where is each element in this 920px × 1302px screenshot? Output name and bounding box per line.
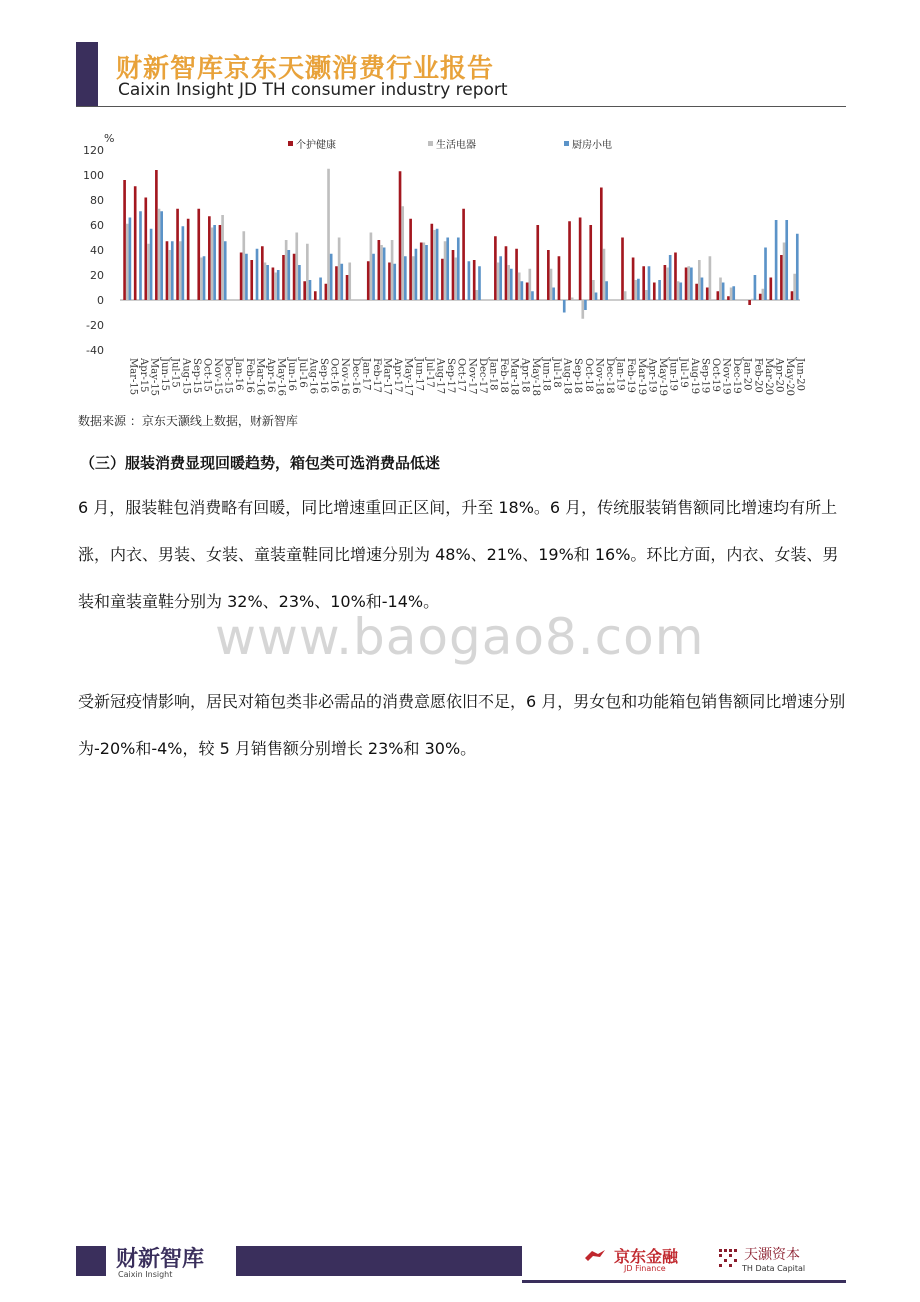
x-tick-label: Sep-15 (190, 358, 202, 394)
bar (762, 289, 765, 300)
x-tick-label: Feb-20 (752, 358, 764, 393)
bar (144, 198, 147, 301)
legend-label: 生活电器 (436, 140, 476, 151)
bar (221, 215, 224, 300)
bar (242, 231, 245, 300)
x-tick-label: Aug-15 (180, 358, 192, 395)
bar (327, 169, 330, 300)
bar (338, 238, 341, 301)
x-tick-label: Jul-16 (296, 358, 308, 388)
bar (473, 260, 476, 300)
x-tick-label: Jun-15 (159, 358, 171, 391)
bar (759, 294, 762, 300)
x-tick-label: Dec-19 (731, 358, 743, 394)
x-tick-label: Nov-15 (212, 358, 224, 395)
bar (695, 284, 698, 300)
x-tick-label: Jan-19 (614, 358, 626, 391)
x-tick-label: Sep-17 (445, 358, 457, 394)
bar (457, 238, 460, 301)
bar (624, 291, 627, 300)
bar (404, 256, 407, 300)
watermark: www.baogao8.com (215, 608, 705, 666)
bar (780, 255, 783, 300)
bar (507, 265, 510, 300)
bar (658, 280, 661, 300)
bar (666, 268, 669, 301)
x-tick-label: Jun-18 (540, 358, 552, 391)
bar (325, 284, 328, 300)
x-tick-label: Aug-19 (688, 358, 700, 395)
footer-band (236, 1246, 522, 1276)
y-tick-label: 100 (83, 169, 104, 182)
bar (521, 281, 524, 300)
bar (261, 246, 264, 300)
bar (219, 225, 222, 300)
x-tick-label: Oct-19 (709, 358, 721, 392)
bar (401, 206, 404, 300)
jd-finance-sub: JD Finance (624, 1264, 666, 1273)
x-tick-label: Jul-18 (551, 358, 563, 388)
bar (197, 209, 200, 300)
bar (256, 249, 259, 300)
bar (335, 266, 338, 300)
x-tick-label: Jul-15 (169, 358, 181, 388)
bar (182, 226, 185, 300)
x-tick-label: Aug-16 (307, 358, 319, 395)
bar (732, 286, 735, 300)
bar (717, 291, 720, 300)
bar (589, 225, 592, 300)
bar (274, 273, 277, 301)
bar (134, 186, 137, 300)
bar (634, 280, 637, 300)
x-tick-label: Apr-19 (646, 358, 658, 393)
bar (526, 283, 529, 301)
bar (621, 238, 624, 301)
bar (592, 280, 595, 300)
x-tick-label: May-18 (529, 358, 541, 396)
bar (552, 288, 555, 301)
bar (515, 249, 518, 300)
bar (391, 240, 394, 300)
bar (123, 180, 126, 300)
footer-brand: 财新智库 (116, 1247, 205, 1272)
bar (282, 255, 285, 300)
footer-accent (76, 1246, 106, 1276)
paragraph-2: 受新冠疫情影响，居民对箱包类非必需品的消费意愿依旧不足，6 月，男女包和功能箱包销售额同比增速分别为-20%和-4%，较 5 月销售额分别增长 23%和 30%。 (78, 692, 846, 758)
bar (531, 291, 534, 300)
bar (444, 241, 447, 300)
x-tick-label: Aug-18 (561, 358, 573, 395)
report-subtitle: Caixin Insight JD TH consumer industry report (118, 80, 508, 100)
bar (295, 233, 298, 301)
x-tick-label: Nov-18 (593, 358, 605, 395)
legend-swatch (288, 141, 293, 146)
bar (664, 265, 667, 300)
report-title: 财新智库京东天灏消费行业报告 (116, 54, 495, 84)
bar (166, 241, 169, 300)
bar (510, 269, 513, 300)
bar (528, 269, 531, 300)
bar (171, 241, 174, 300)
x-tick-label: Nov-19 (720, 358, 732, 395)
bar (595, 293, 598, 301)
bar (637, 279, 640, 300)
bar (478, 266, 481, 300)
bar (727, 296, 730, 300)
bar (224, 241, 227, 300)
bar (518, 273, 521, 301)
bar (436, 229, 439, 300)
page-header (76, 42, 846, 106)
bar (669, 255, 672, 300)
bar (388, 263, 391, 301)
bar (330, 254, 333, 300)
x-tick-label: May-17 (402, 358, 414, 396)
y-tick-label: 60 (90, 219, 104, 232)
bar (645, 290, 648, 300)
x-tick-label: Mar-19 (635, 358, 647, 396)
x-tick-label: May-19 (656, 358, 668, 396)
y-unit-label: % (104, 132, 115, 145)
bar (200, 258, 203, 301)
x-tick-label: Feb-18 (498, 358, 510, 393)
paragraph-1: 6 月，服装鞋包消费略有回暖，同比增速重回正区间，升至 18%。6 月，传统服装销售额同比增速均有所上涨，内衣、男装、女装、童装童鞋同比增速分别为 48%、21%、19%和 16%。环比方面，内衣、女装、男装和童装童鞋分别为 32%、23%、10%和-14%。 (78, 498, 839, 611)
bar (536, 225, 539, 300)
bar (340, 264, 343, 300)
bar (179, 241, 182, 300)
bar (412, 256, 415, 300)
bar (399, 171, 402, 300)
jd-finance-logo: 京东金融 (614, 1247, 679, 1266)
bar (430, 224, 433, 300)
x-tick-label: Mar-15 (127, 358, 139, 396)
bar (505, 246, 508, 300)
bar (277, 270, 280, 300)
bar (441, 259, 444, 300)
x-tick-label: Jan-18 (487, 358, 499, 391)
bar (303, 281, 306, 300)
bar (581, 300, 584, 319)
x-tick-label: Feb-16 (243, 358, 255, 393)
bar (558, 256, 561, 300)
bar (158, 209, 161, 300)
bar (420, 243, 423, 301)
x-tick-label: Apr-16 (265, 358, 277, 393)
bar (287, 250, 290, 300)
x-tick-label: May-15 (148, 358, 160, 396)
x-tick-label: Jan-16 (233, 358, 245, 391)
bar (187, 219, 190, 300)
bar (306, 244, 309, 300)
bar (446, 238, 449, 301)
x-tick-label: Sep-16 (317, 358, 329, 394)
y-tick-label: 0 (97, 294, 104, 307)
bar (775, 220, 778, 300)
x-tick-label: Feb-19 (625, 358, 637, 393)
x-tick-label: Jul-17 (423, 358, 435, 388)
bar (648, 266, 651, 300)
bar (793, 274, 796, 300)
bar (293, 254, 296, 300)
x-tick-label: May-20 (784, 358, 796, 396)
bar (722, 283, 725, 301)
x-tick-label: Dec-16 (349, 358, 361, 394)
bar (150, 229, 153, 300)
x-tick-label: Nov-17 (466, 358, 478, 395)
bar (378, 240, 381, 300)
bar (319, 278, 322, 301)
x-tick-label: Jul-19 (678, 358, 690, 388)
bar (600, 188, 603, 301)
x-tick-label: Feb-17 (370, 358, 382, 393)
bar (393, 264, 396, 300)
bar (409, 219, 412, 300)
header-accent-bar (76, 42, 98, 106)
bar (454, 258, 457, 301)
bar (168, 250, 171, 300)
bar (367, 261, 370, 300)
bar (730, 288, 733, 301)
bar (211, 228, 214, 301)
x-tick-label: Jan-17 (360, 358, 372, 391)
footer-brand-sub: Caixin Insight (118, 1270, 173, 1279)
jd-dog-icon (584, 1248, 606, 1262)
bar (677, 281, 680, 300)
bar (785, 220, 788, 300)
bar (348, 263, 351, 301)
header-rule (76, 106, 846, 107)
x-tick-label: May-16 (275, 358, 287, 396)
bar (653, 283, 656, 301)
bar (415, 249, 418, 300)
bar (687, 266, 690, 300)
bar (709, 256, 712, 300)
bar (129, 218, 132, 301)
bar (309, 280, 312, 300)
page-footer (76, 1242, 846, 1280)
bar (126, 224, 129, 300)
bar (605, 281, 608, 300)
bar (380, 245, 383, 300)
bar (698, 260, 701, 300)
bar (571, 298, 574, 301)
x-tick-label: Aug-17 (434, 358, 446, 395)
bar (764, 248, 767, 301)
bar (462, 209, 465, 300)
x-tick-label: Oct-17 (455, 358, 467, 392)
bar-chart (76, 128, 806, 408)
bar (245, 254, 248, 300)
bar (751, 299, 754, 300)
bar (240, 253, 243, 301)
y-tick-label: 40 (90, 244, 104, 257)
bar (674, 253, 677, 301)
bar (176, 209, 179, 300)
x-tick-label: Jun-19 (667, 358, 679, 391)
bar (679, 283, 682, 301)
bar (147, 244, 150, 300)
bar (452, 250, 455, 300)
bar (706, 288, 709, 301)
y-tick-label: 80 (90, 194, 104, 207)
x-tick-label: Jun-20 (794, 358, 806, 391)
bar (203, 256, 206, 300)
y-tick-label: 20 (90, 269, 104, 282)
y-tick-label: 120 (83, 144, 104, 157)
bar (314, 291, 317, 300)
bar (690, 268, 693, 301)
bar (285, 240, 288, 300)
x-tick-label: Dec-15 (222, 358, 234, 394)
bar (701, 278, 704, 301)
bar (139, 211, 142, 300)
legend-label: 厨房小电 (572, 140, 612, 151)
th-grid-icon (718, 1248, 738, 1268)
bar (783, 243, 786, 301)
x-tick-label: Jan-20 (741, 358, 753, 391)
bar (791, 291, 794, 300)
source-note: 数据来源 ：京东天灏线上数据，财新智库 (78, 414, 298, 428)
x-tick-label: Sep-18 (572, 358, 584, 394)
footer-logos (522, 1242, 846, 1283)
legend-label: 个护健康 (296, 140, 336, 151)
x-tick-label: Mar-17 (381, 358, 393, 396)
bar (383, 248, 386, 301)
bar (346, 275, 349, 300)
x-tick-label: Apr-20 (773, 358, 785, 393)
bar (563, 300, 566, 313)
x-tick-label: Apr-15 (137, 358, 149, 393)
bar (208, 216, 211, 300)
bar (568, 221, 571, 300)
bar (579, 218, 582, 301)
x-tick-label: Apr-18 (519, 358, 531, 393)
y-tick-label: -20 (86, 319, 104, 332)
bar (213, 225, 216, 300)
bar (433, 230, 436, 300)
y-tick-label: -40 (86, 344, 104, 357)
x-tick-label: Apr-17 (392, 358, 404, 393)
x-tick-label: Dec-17 (476, 358, 488, 394)
bar (685, 268, 688, 301)
x-tick-label: Sep-19 (699, 358, 711, 394)
bar (547, 250, 550, 300)
x-tick-label: Dec-18 (604, 358, 616, 394)
bar (769, 278, 772, 301)
bar (497, 263, 500, 301)
bar (370, 233, 373, 301)
bar (499, 256, 502, 300)
x-tick-label: Jun-17 (413, 358, 425, 391)
legend-swatch (564, 141, 569, 146)
x-tick-label: Oct-18 (582, 358, 594, 392)
bar (754, 275, 757, 300)
bar (250, 260, 253, 300)
section-title: （三）服装消费显现回暖趋势，箱包类可选消费品低迷 (80, 454, 441, 472)
bar (550, 269, 553, 300)
th-capital-sub: TH Data Capital (742, 1264, 806, 1273)
bar (264, 263, 267, 301)
bar (298, 265, 301, 300)
x-tick-label: Jun-16 (286, 358, 298, 391)
bar (372, 254, 375, 300)
bar (425, 245, 428, 300)
x-tick-label: Oct-16 (328, 358, 340, 392)
bar (423, 243, 426, 301)
x-tick-label: Nov-16 (339, 358, 351, 395)
bar (272, 268, 275, 301)
x-tick-label: Mar-18 (508, 358, 520, 396)
x-tick-label: Oct-15 (201, 358, 213, 392)
bar (632, 258, 635, 301)
bar (494, 236, 497, 300)
bar (603, 249, 606, 300)
bar (468, 261, 471, 300)
bar (266, 265, 269, 300)
bar (719, 278, 722, 301)
bar (796, 234, 799, 300)
legend-swatch (428, 141, 433, 146)
bar (642, 266, 645, 300)
x-tick-label: Mar-20 (762, 358, 774, 396)
bar (748, 300, 751, 305)
th-capital-logo: 天灏资本 (744, 1247, 800, 1263)
bar (155, 170, 158, 300)
bar (476, 290, 479, 300)
bar (584, 300, 587, 310)
x-tick-label: Mar-16 (254, 358, 266, 396)
bar (160, 211, 163, 300)
